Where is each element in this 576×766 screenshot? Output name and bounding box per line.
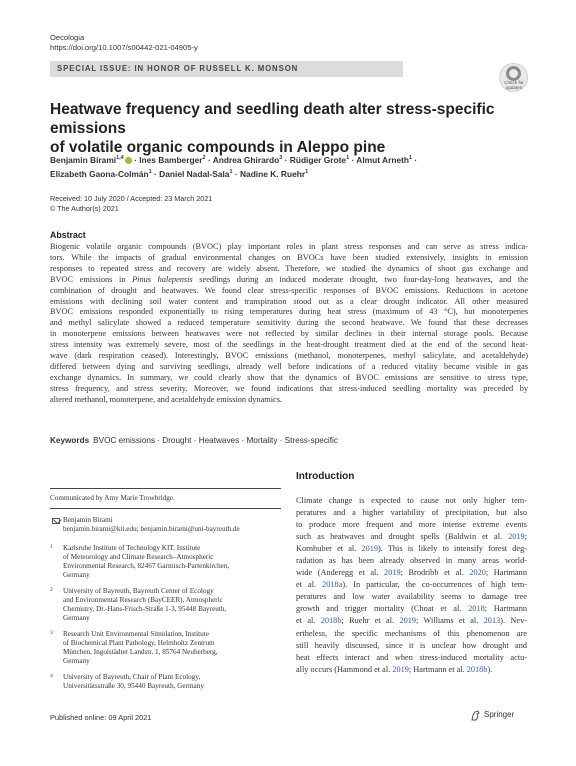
affiliation — [50, 673, 280, 691]
springer-horse-icon — [470, 710, 481, 721]
affiliation-line: Environmental Research, 82467 Garmisch-Partenkirchen, — [63, 562, 230, 570]
author-affiliation-number: 2 — [202, 155, 206, 161]
introduction-line: et al. 2018a). In particular, the co-occurrences of high tem- — [296, 580, 527, 590]
author-affiliation-number: 1 — [305, 169, 309, 176]
abstract-line: emissions with declining soil water content and transpiration stood out as a clear drought indicator. All other measured — [50, 296, 528, 306]
author-affiliation-number: 1 — [409, 155, 413, 161]
abstract-line: stress intensity was extremely severe, most of the seedlings in the heat-drought treatment died at the end of the second heat- — [50, 340, 528, 350]
abstract-heading: Abstract — [50, 230, 86, 240]
corresponding-author — [63, 516, 240, 534]
author-separator: · — [232, 169, 240, 180]
affiliation — [50, 587, 280, 623]
abstract-line: responses to repeated stress and recovery are widely absent. Therefore, we studied the dynamics of shoot gas exchange and — [50, 263, 528, 273]
author-line — [50, 166, 520, 180]
journal-name: Oecologia — [50, 33, 85, 42]
author-name: Benjamin Birami — [50, 154, 117, 165]
article-title — [50, 100, 510, 157]
author-name: Andrea Ghirardo — [212, 154, 280, 165]
abstract-line: BVOC emissions in Pinus halepensis seedlings during an induced moderate drought, two four-day-long heatwaves, and the — [50, 274, 529, 284]
affiliation-line: and Environmental Research (BayCEER), Atmospheric — [63, 596, 223, 604]
communicated-by: Communicated by Amy Marie Trowbridge. — [50, 494, 175, 502]
author-name: Rüdiger Grote — [289, 154, 347, 165]
author-affiliation-number: 1 — [346, 155, 350, 161]
received-accepted: Received: 10 July 2020 / Accepted: 23 March 2021 — [50, 194, 213, 203]
author-affiliation-number: 1 — [229, 169, 233, 176]
check-for-updates-label: Check for updates — [504, 80, 524, 90]
introduction-line: ertheless, the specific mechanisms of this phenomenon are — [296, 628, 527, 638]
affiliation-line: Research Unit Environmental Simulation, Institute — [63, 630, 209, 638]
affiliation-line: Universitätsstraße 30, 95440 Bayreuth, Germany — [63, 682, 204, 690]
published-online: Published online: 09 April 2021 — [50, 713, 152, 722]
footnote-divider — [50, 488, 281, 489]
introduction-line: still heavily discussed, since it is unclear how drought and — [296, 640, 527, 650]
affiliation-line: Karlsruhe Institute of Technology KIT, Institute — [63, 544, 201, 552]
keywords-label: Keywords — [50, 436, 90, 445]
author-separator: · — [282, 154, 290, 165]
author-separator: · — [349, 154, 357, 165]
copyright: © The Author(s) 2021 — [50, 203, 119, 213]
affiliation-line: Germany — [63, 657, 90, 665]
special-issue-banner: SPECIAL ISSUE: IN HONOR OF RUSSELL K. MONSON — [50, 61, 403, 77]
affiliation-text — [63, 544, 273, 580]
introduction-line: growth and trigger mortality (Choat et al. 2018; Hartmann — [296, 604, 527, 614]
author-separator: · — [131, 154, 140, 165]
abstract-line: wave (dark respiration ceased). Interestingly, BVOC emissions (methanol, monoterpenes, methyl salicylate, and acetaldehyde) — [50, 351, 528, 361]
introduction-line: peratures and low water availability seems to damage tree — [296, 592, 527, 602]
introduction-line: Climate change is expected to cause not only higher tem- — [296, 496, 527, 505]
introduction-heading: Introduction — [296, 471, 355, 482]
affiliation-number: 4 — [50, 673, 53, 679]
abstract-line: and methyl salicylate showed a reduced temperature sensitivity during the second heatwave. We found that these decreases — [50, 318, 528, 328]
abstract-line: in monoterpene emissions between heatwaves were not reflected by similar declines in their internal storage pools. Because — [50, 329, 528, 339]
contact-email[interactable]: benjamin.birami@kit.edu; benjamin.birami@uni-bayreuth.de — [63, 525, 240, 533]
affiliation — [50, 544, 280, 580]
contact-name: Benjamin Birami — [63, 516, 113, 524]
doi-link[interactable]: https://doi.org/10.1007/s00442-021-04905-y — [50, 43, 198, 52]
affiliation — [50, 630, 280, 666]
introduction-line: peratures and a higher variability of precipitation, but also — [296, 508, 527, 518]
author-separator: · — [205, 154, 213, 165]
author-name: Almut Arneth — [356, 154, 410, 165]
introduction-line: ally occurs (Hammond et al. 2019; Hartmann et al. 2018b). — [296, 664, 493, 674]
footnote-divider — [50, 508, 281, 509]
abstract-line: Biogenic volatile organic compounds (BVOC) play important roles in plant stress responses and can serve as stress indica- — [50, 242, 528, 251]
author-affiliation-number: 3 — [279, 155, 283, 161]
article-dates — [50, 194, 212, 213]
title-line: Heatwave frequency and seedling death alter stress-specific emissions — [50, 101, 495, 137]
introduction-line: radation as has been already observed in many areas world- — [296, 556, 527, 566]
introduction-text — [296, 495, 527, 676]
introduction-line: such as heatwaves and drought spells (Baldwin et al. 2019; — [296, 532, 527, 542]
abstract-line: differed between dying and surviving seedlings, already well before indications of a reduced vitality became visible in gas — [50, 361, 528, 371]
author-separator: · — [412, 154, 418, 165]
affiliation-line: University of Bayreuth, Bayreuth Center of Ecology — [63, 587, 214, 595]
author-name: Nadine K. Ruehr — [239, 169, 306, 180]
introduction-line: Kornhuber et al. 2019). This is likely to intensify forest deg- — [296, 544, 527, 554]
introduction-line: to produce more frequent and more intense extreme events — [296, 520, 527, 530]
abstract-line: exchange dynamics. In summary, we could clearly show that the dynamics of BVOC emissions are sensitive to stress type, — [50, 372, 528, 382]
affiliation-text — [63, 630, 273, 666]
author-affiliation-number: 1,4 — [116, 155, 124, 161]
author-name: Daniel Nadal-Sala — [159, 169, 230, 180]
author-name: Elizabeth Gaona-Colmán — [50, 169, 149, 180]
introduction-line: wide (Anderegg et al. 2019; Brodribb et al. 2020; Hartmann — [296, 568, 527, 578]
introduction-line: heat effects interact and when stress-induced mortality actu- — [296, 652, 527, 662]
author-list — [50, 152, 520, 181]
publisher-logo: Springer — [484, 710, 515, 719]
affiliation-line: of Meteorology and Climate Research–Atmospheric — [63, 553, 214, 561]
title-line: of volatile organic compounds in Aleppo pine — [50, 139, 386, 156]
affiliation-text — [63, 673, 273, 691]
author-name: Ines Bamberger — [139, 154, 203, 165]
author-separator: · — [151, 169, 160, 180]
affiliation-number: 3 — [50, 630, 53, 636]
affiliation-line: Chemistry, Dr.-Hans-Frisch-Straße 1-3, 95448 Bayreuth, — [63, 605, 227, 613]
journal-header — [50, 33, 198, 53]
affiliation-number: 1 — [50, 544, 53, 550]
author-line — [50, 152, 520, 166]
abstract-line: BVOC emissions responded exponentially to rising temperatures during heat stress (maximum of 43 °C), but monoterpenes — [50, 307, 528, 317]
orcid-icon[interactable] — [125, 157, 132, 164]
affiliation-line: Germany — [63, 614, 90, 622]
abstract-text — [50, 242, 528, 406]
introduction-line: et al. 2018b; Ruehr et al. 2019; Williams et al. 2013). Nev- — [296, 616, 528, 626]
keywords — [50, 436, 528, 445]
abstract-line: altered methanol, monoterpene, and acetaldehyde emission dynamics. — [50, 394, 283, 404]
mail-icon — [52, 518, 60, 524]
author-affiliation-number: 1 — [148, 169, 152, 176]
abstract-line: combination of drought and heatwaves. We found clear stress-specific responses of BVOC emissions. Reductions in acetone — [50, 285, 528, 295]
update-icon — [506, 66, 521, 81]
affiliation-line: of Biochemical Plant Pathology, Helmholtz Zentrum — [63, 639, 215, 647]
affiliation-line: München, Ingolstädter Landstr. 1, 85764 Neuherberg, — [63, 648, 218, 656]
affiliation-number: 2 — [50, 587, 53, 593]
affiliation-line: University of Bayreuth, Chair of Plant Ecology, — [63, 673, 201, 681]
abstract-line: stress frequency, and stress severity. Moreover, we found indications that stress-induced seedling mortality was preceded by — [50, 383, 528, 393]
affiliation-text — [63, 587, 273, 623]
abstract-line: tors. While the impacts of gradual environmental changes on BVOCs have been studied extensively, insights in emission — [50, 252, 528, 262]
keywords-list: BVOC emissions · Drought · Heatwaves · Mortality · Stress-specific — [93, 436, 338, 445]
affiliation-line: Germany — [63, 571, 90, 579]
